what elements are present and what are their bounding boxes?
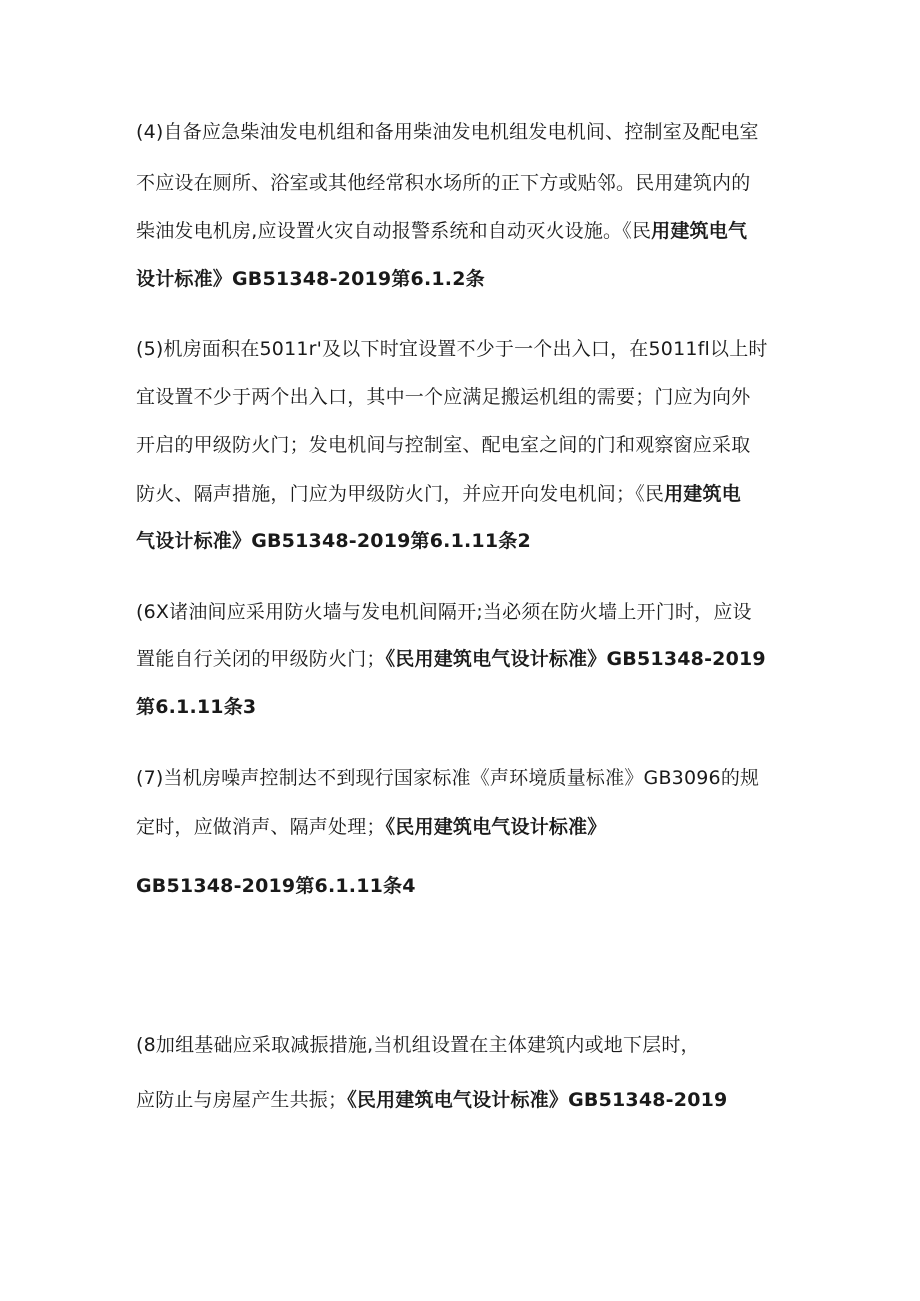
paragraph-5-line-2: 宜设置不少于两个出入口，其中一个应满足搬运机组的需要；门应为向外 xyxy=(136,386,751,408)
paragraph-4-line-4 xyxy=(136,266,485,292)
paragraph-5-line-5 xyxy=(136,528,531,554)
paragraph-5-line-1: (5)机房面积在5011r'及以下时宜设置不少于一个出入口，在5011fl以上时 xyxy=(136,338,768,360)
paragraph-4-line-3: 柴油发电机房,应设置火灾自动报警系统和自动灭火设施。《民用建筑电气 xyxy=(136,220,748,242)
paragraph-4-line-1: (4)自备应急柴油发电机组和备用柴油发电机组发电机间、控制室及配电室 xyxy=(136,121,759,143)
standard-citation: 《民用建筑电气设计标准》GB51348-2019 xyxy=(347,1089,728,1111)
paragraph-7-line-3 xyxy=(136,873,416,899)
paragraph-4-line-2: 不应设在厕所、浴室或其他经常积水场所的正下方或贴邻。民用建筑内的 xyxy=(136,172,751,194)
paragraph-6-line-2: 置能自行关闭的甲级防火门；《民用建筑电气设计标准》GB51348-2019 xyxy=(136,648,766,670)
paragraph-7-line-1: (7)当机房噪声控制达不到现行国家标准《声环境质量标准》GB3096的规 xyxy=(136,767,760,789)
paragraph-7-line-2: 定时，应做消声、隔声处理；《民用建筑电气设计标准》 xyxy=(136,816,607,838)
paragraph-5-line-4: 防火、隔声措施，门应为甲级防火门，并应开向发电机间；《民用建筑电 xyxy=(136,483,741,505)
standard-citation: 设计标准》GB51348-2019第6.1.2条 xyxy=(136,268,485,290)
standard-citation: 气设计标准》GB51348-2019第6.1.11条2 xyxy=(136,530,531,552)
standard-citation: 《民用建筑电气设计标准》GB51348-2019 xyxy=(385,648,766,670)
paragraph-8-line-2: 应防止与房屋产生共振；《民用建筑电气设计标准》GB51348-2019 xyxy=(136,1089,728,1111)
paragraph-6-line-1: (6X诸油间应采用防火墙与发电机间隔开;当必须在防火墙上开门时，应设 xyxy=(136,601,752,623)
paragraph-6-line-3 xyxy=(136,694,256,720)
standard-citation: 《民用建筑电气设计标准》 xyxy=(385,816,607,838)
standard-citation: 用建筑电 xyxy=(664,483,741,505)
paragraph-5-line-3: 开启的甲级防火门；发电机间与控制室、配电室之间的门和观察窗应采取 xyxy=(136,434,751,456)
standard-citation: GB51348-2019第6.1.11条4 xyxy=(136,875,416,897)
paragraph-8-line-1: (8加组基础应采取减振措施,当机组设置在主体建筑内或地下层时， xyxy=(136,1034,700,1056)
standard-citation: 第6.1.11条3 xyxy=(136,696,257,718)
standard-citation: 用建筑电气 xyxy=(651,220,748,242)
